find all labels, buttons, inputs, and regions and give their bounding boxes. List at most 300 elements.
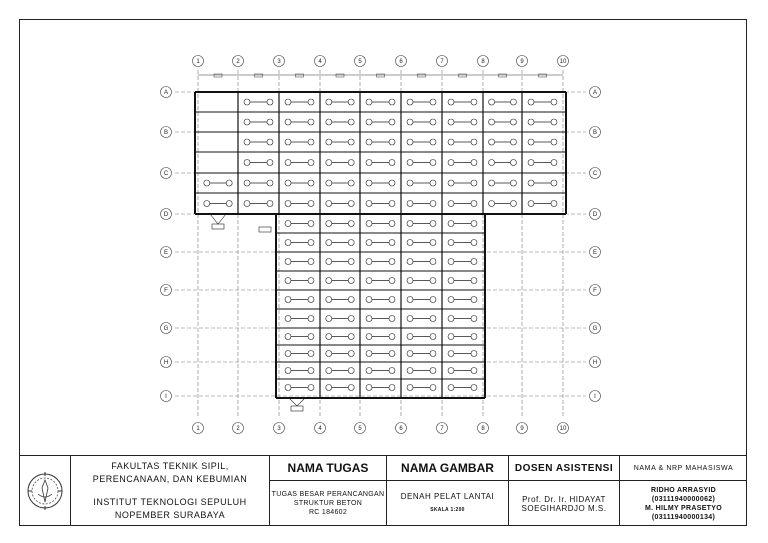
institute-logo [19, 456, 71, 526]
slab-panel [407, 201, 436, 207]
slab-span-marker [244, 119, 250, 125]
slab-panel [285, 139, 314, 145]
slab-span-marker [308, 351, 314, 357]
slab-panel [326, 278, 354, 284]
slab-span-marker [430, 119, 436, 125]
grid-bubble-label: E [163, 250, 169, 257]
grid-bubble [478, 423, 489, 434]
grid-bubble-label: 2 [236, 426, 240, 433]
dimension-tick [255, 74, 263, 77]
slab-span-marker [308, 297, 314, 303]
slab-panel [326, 334, 354, 340]
slab-span-marker [407, 278, 413, 284]
slab-span-marker [471, 334, 477, 340]
slab-span-marker [366, 334, 372, 340]
slab-panel [448, 259, 477, 265]
slab-span-marker [348, 139, 354, 145]
slab-span-marker [285, 119, 291, 125]
grid-bubble-label: 5 [358, 426, 362, 433]
slab-panel [326, 351, 354, 357]
slab-panel [326, 240, 354, 246]
slab-panel [326, 316, 354, 322]
slab-span-marker [366, 201, 372, 207]
dimension-tick [377, 74, 385, 77]
slab-panel [448, 334, 477, 340]
slab-span-marker [326, 385, 332, 391]
section-tag [212, 224, 224, 229]
slab-panel [407, 221, 436, 227]
grid-bubble [315, 56, 326, 67]
slab-span-marker [510, 119, 516, 125]
slab-span-marker [366, 99, 372, 105]
slab-panel [407, 368, 436, 374]
slab-span-marker [528, 180, 534, 186]
slab-panel [407, 297, 436, 303]
slab-span-marker [551, 201, 557, 207]
grid-bubble-label: 9 [520, 59, 524, 66]
slab-span-marker [326, 259, 332, 265]
assignment-name-cell [270, 456, 387, 526]
slab-span-marker [326, 278, 332, 284]
slab-span-marker [407, 201, 413, 207]
slab-span-marker [348, 99, 354, 105]
slab-panel [285, 259, 314, 265]
slab-span-marker [308, 160, 314, 166]
slab-span-marker [308, 201, 314, 207]
slab-span-marker [430, 160, 436, 166]
slab-span-marker [366, 351, 372, 357]
slab-span-marker [407, 334, 413, 340]
slab-span-marker [285, 99, 291, 105]
slab-span-marker [285, 278, 291, 284]
grid-bubble-label: 2 [236, 59, 240, 66]
slab-span-marker [510, 99, 516, 105]
slab-panel [448, 368, 477, 374]
slab-span-marker [366, 180, 372, 186]
slab-span-marker [471, 297, 477, 303]
slab-panel [448, 160, 477, 166]
slab-span-marker [267, 119, 273, 125]
grid-bubble-label: F [164, 288, 168, 295]
slab-span-marker [308, 180, 314, 186]
grid-bubble [590, 127, 601, 138]
slab-panel [528, 201, 557, 207]
slab-span-marker [448, 334, 454, 340]
slab-span-marker [285, 297, 291, 303]
slab-panel [448, 139, 477, 145]
slab-span-marker [366, 316, 372, 322]
grid-bubble-label: H [163, 360, 169, 367]
slab-panel [448, 180, 477, 186]
grid-bubble-label: 4 [318, 59, 322, 66]
slab-span-marker [285, 139, 291, 145]
slab-span-marker [244, 139, 250, 145]
slab-span-marker [551, 99, 557, 105]
slab-span-marker [471, 139, 477, 145]
slab-span-marker [430, 368, 436, 374]
slab-panel [326, 99, 354, 105]
grid-bubble [193, 56, 204, 67]
slab-span-marker [489, 201, 495, 207]
supervisor-header: DOSEN ASISTENSI [509, 456, 619, 481]
dimension-tick [214, 74, 222, 77]
slab-span-marker [285, 160, 291, 166]
slab-span-marker [366, 297, 372, 303]
slab-span-marker [430, 99, 436, 105]
grid-bubble [590, 323, 601, 334]
slab-span-marker [510, 201, 516, 207]
slab-panel [448, 99, 477, 105]
slab-span-marker [308, 316, 314, 322]
slab-panel [366, 99, 395, 105]
slab-span-marker [448, 139, 454, 145]
slab-span-marker [348, 201, 354, 207]
slab-panel [366, 240, 395, 246]
grid-bubble [396, 56, 407, 67]
slab-span-marker [448, 297, 454, 303]
slab-panel [407, 385, 436, 391]
slab-span-marker [528, 201, 534, 207]
slab-panel [204, 201, 232, 207]
slab-span-marker [267, 160, 273, 166]
supervisor-name-1: Prof. Dr. Ir. HIDAYAT [522, 494, 606, 504]
slab-span-marker [326, 351, 332, 357]
slab-span-marker [267, 99, 273, 105]
slab-panel [366, 119, 395, 125]
slab-span-marker [430, 221, 436, 227]
slab-panel [489, 99, 517, 105]
grid-bubble-label: 3 [277, 426, 281, 433]
slab-panel [489, 180, 517, 186]
student-header: NAMA & NRP MAHASISWA [620, 456, 747, 481]
slab-span-marker [285, 221, 291, 227]
slab-span-marker [366, 221, 372, 227]
slab-span-marker [366, 160, 372, 166]
slab-panel [285, 334, 314, 340]
slab-span-marker [348, 119, 354, 125]
slab-panel [366, 368, 395, 374]
slab-span-marker [204, 180, 210, 186]
slab-span-marker [366, 278, 372, 284]
slab-span-marker [308, 139, 314, 145]
slab-panel [326, 201, 354, 207]
slab-panel [366, 180, 395, 186]
grid-bubble [517, 56, 528, 67]
slab-panel [244, 139, 273, 145]
slab-span-marker [489, 99, 495, 105]
slab-span-marker [366, 368, 372, 374]
grid-bubble [161, 391, 172, 402]
slab-span-marker [528, 139, 534, 145]
slab-span-marker [407, 297, 413, 303]
slab-panel [448, 119, 477, 125]
slab-span-marker [430, 259, 436, 265]
slab-panel [407, 259, 436, 265]
slab-span-marker [407, 316, 413, 322]
slab-span-marker [308, 119, 314, 125]
slab-panel [366, 334, 395, 340]
slab-span-marker [389, 316, 395, 322]
slab-panel [326, 180, 354, 186]
slab-span-marker [448, 240, 454, 246]
slab-span-marker [348, 297, 354, 303]
slab-span-marker [448, 259, 454, 265]
slab-panel [285, 297, 314, 303]
slab-span-marker [366, 240, 372, 246]
slab-span-marker [226, 180, 232, 186]
slab-panel [448, 201, 477, 207]
slab-panel [285, 351, 314, 357]
grid-bubble [233, 423, 244, 434]
slab-span-marker [285, 316, 291, 322]
slab-panel [366, 316, 395, 322]
grid-bubble [274, 56, 285, 67]
slab-panel [326, 160, 354, 166]
slab-panel [528, 180, 557, 186]
faculty-line-2: PERENCANAAN, DAN KEBUMIAN [92, 474, 248, 484]
grid-bubble [558, 56, 569, 67]
slab-panel [366, 221, 395, 227]
slab-span-marker [551, 180, 557, 186]
slab-span-marker [389, 334, 395, 340]
grid-bubble-label: 8 [481, 59, 485, 66]
slab-span-marker [308, 334, 314, 340]
slab-span-marker [366, 385, 372, 391]
slab-span-marker [407, 99, 413, 105]
slab-span-marker [430, 334, 436, 340]
grid-bubble-label: 8 [481, 426, 485, 433]
slab-panel [448, 351, 477, 357]
grid-bubble [193, 423, 204, 434]
slab-span-marker [430, 297, 436, 303]
grid-bubble [590, 209, 601, 220]
slab-span-marker [348, 221, 354, 227]
slab-panel [244, 201, 273, 207]
slab-panel [489, 201, 517, 207]
grid-bubble-label: 9 [520, 426, 524, 433]
slab-span-marker [267, 139, 273, 145]
grid-bubble [161, 323, 172, 334]
slab-panel [448, 316, 477, 322]
slab-span-marker [366, 259, 372, 265]
assignment-code: RC 184602 [308, 509, 348, 516]
slab-panel [528, 119, 557, 125]
slab-panel [326, 368, 354, 374]
supervisor-name-2: SOEGIHARDJO M.S. [521, 503, 607, 513]
dimension-tick [539, 74, 547, 77]
grid-bubble [315, 423, 326, 434]
slab-span-marker [407, 180, 413, 186]
slab-span-marker [244, 180, 250, 186]
slab-span-marker [389, 351, 395, 357]
slab-span-marker [430, 180, 436, 186]
grid-bubble [161, 87, 172, 98]
slab-panel [528, 139, 557, 145]
slab-span-marker [471, 259, 477, 265]
slab-span-marker [510, 180, 516, 186]
grid-bubble [355, 423, 366, 434]
slab-span-marker [308, 221, 314, 227]
grid-bubble-label: C [163, 171, 169, 178]
slab-span-marker [389, 240, 395, 246]
drawing-scale: SKALA 1:200 [430, 507, 465, 513]
slab-span-marker [326, 180, 332, 186]
slab-panel [489, 139, 517, 145]
institute-line-1: INSTITUT TEKNOLOGI SEPULUH [93, 497, 247, 507]
section-tag [259, 227, 271, 232]
grid-bubble-label: F [593, 288, 597, 295]
slab-span-marker [308, 385, 314, 391]
slab-panels [204, 99, 557, 391]
slab-span-marker [285, 259, 291, 265]
slab-panel [407, 240, 436, 246]
slab-span-marker [407, 385, 413, 391]
slab-panel [407, 139, 436, 145]
slab-span-marker [326, 368, 332, 374]
supervisor-cell [509, 456, 620, 526]
grid-bubble-label: 10 [559, 59, 567, 66]
grid-bubble-label: G [592, 326, 598, 333]
assignment-header: NAMA TUGAS [270, 456, 386, 481]
slab-span-marker [489, 180, 495, 186]
slab-span-marker [528, 160, 534, 166]
slab-span-marker [528, 119, 534, 125]
slab-panel [366, 259, 395, 265]
dimension-tick [296, 74, 304, 77]
slab-panel [285, 180, 314, 186]
slab-panel [407, 180, 436, 186]
slab-span-marker [348, 385, 354, 391]
slab-span-marker [308, 99, 314, 105]
grid-bubble-label: 6 [399, 426, 403, 433]
grid-bubble-label: B [592, 130, 598, 137]
slab-span-marker [326, 99, 332, 105]
grid-bubble-label: C [592, 171, 598, 178]
slab-span-marker [226, 201, 232, 207]
slab-panel [489, 160, 517, 166]
slab-span-marker [430, 139, 436, 145]
slab-span-marker [407, 119, 413, 125]
section-tag [291, 406, 303, 411]
slab-span-marker [285, 180, 291, 186]
slab-panel [285, 221, 314, 227]
slab-panel [326, 119, 354, 125]
slab-span-marker [348, 240, 354, 246]
drawing-title: DENAH PELAT LANTAI [400, 492, 495, 501]
grid-bubble [161, 247, 172, 258]
slab-panel [407, 99, 436, 105]
slab-panel [448, 297, 477, 303]
grid-bubble-label: 6 [399, 59, 403, 66]
slab-span-marker [471, 180, 477, 186]
slab-panel [407, 160, 436, 166]
slab-span-marker [430, 278, 436, 284]
slab-panel [448, 240, 477, 246]
slab-panel [366, 160, 395, 166]
assignment-line-1: TUGAS BESAR PERANCANGAN [271, 491, 385, 498]
grid-bubble-label: 3 [277, 59, 281, 66]
slab-span-marker [430, 316, 436, 322]
slab-span-marker [348, 278, 354, 284]
slab-panel [407, 351, 436, 357]
slab-span-marker [471, 240, 477, 246]
student-name-2: M. HILMY PRASETYO [645, 504, 722, 512]
section-arrow [289, 398, 305, 406]
slab-panel [366, 139, 395, 145]
slab-span-marker [285, 240, 291, 246]
slab-span-marker [407, 139, 413, 145]
slab-panel [366, 385, 395, 391]
dimension-tick [418, 74, 426, 77]
slab-span-marker [389, 368, 395, 374]
slab-panel [407, 316, 436, 322]
grid-bubble-label: 1 [196, 59, 200, 66]
slab-span-marker [348, 160, 354, 166]
slab-panel [448, 278, 477, 284]
grid-bubble [558, 423, 569, 434]
slab-span-marker [348, 180, 354, 186]
slab-span-marker [471, 221, 477, 227]
grid-bubble-label: D [163, 212, 169, 219]
grid-bubble [590, 247, 601, 258]
slab-span-marker [285, 201, 291, 207]
slab-span-marker [448, 180, 454, 186]
slab-span-marker [348, 368, 354, 374]
slab-panel [285, 119, 314, 125]
slab-span-marker [510, 139, 516, 145]
slab-span-marker [389, 385, 395, 391]
slab-span-marker [407, 259, 413, 265]
slab-span-marker [389, 297, 395, 303]
slab-span-marker [430, 351, 436, 357]
slab-panel [407, 119, 436, 125]
slab-span-marker [389, 119, 395, 125]
grid-bubble-label: H [592, 360, 598, 367]
student-name-1: RIDHO ARRASYID [651, 486, 716, 494]
grid-bubble [437, 56, 448, 67]
slab-span-marker [430, 240, 436, 246]
slab-panel [528, 99, 557, 105]
grid-bubble [478, 56, 489, 67]
slab-span-marker [471, 385, 477, 391]
slab-span-marker [471, 368, 477, 374]
grid-bubble [161, 285, 172, 296]
slab-span-marker [308, 240, 314, 246]
slab-span-marker [267, 201, 273, 207]
slab-span-marker [348, 351, 354, 357]
slab-panel [448, 385, 477, 391]
slab-span-marker [285, 334, 291, 340]
slab-span-marker [326, 334, 332, 340]
grid-bubble-label: D [592, 212, 598, 219]
slab-span-marker [308, 259, 314, 265]
grid-bubble-label: G [163, 326, 169, 333]
grid-bubble [590, 285, 601, 296]
slab-panel [285, 385, 314, 391]
student-nrp-1: (03111940000062) [651, 495, 716, 503]
slab-panel [528, 160, 557, 166]
dimension-tick [499, 74, 507, 77]
slab-span-marker [308, 368, 314, 374]
slab-span-marker [389, 160, 395, 166]
grid-bubble-label: I [165, 394, 167, 401]
grid-bubble [161, 168, 172, 179]
slab-span-marker [348, 334, 354, 340]
slab-span-marker [407, 240, 413, 246]
slab-span-marker [407, 160, 413, 166]
slab-panel [285, 316, 314, 322]
slab-span-marker [471, 201, 477, 207]
